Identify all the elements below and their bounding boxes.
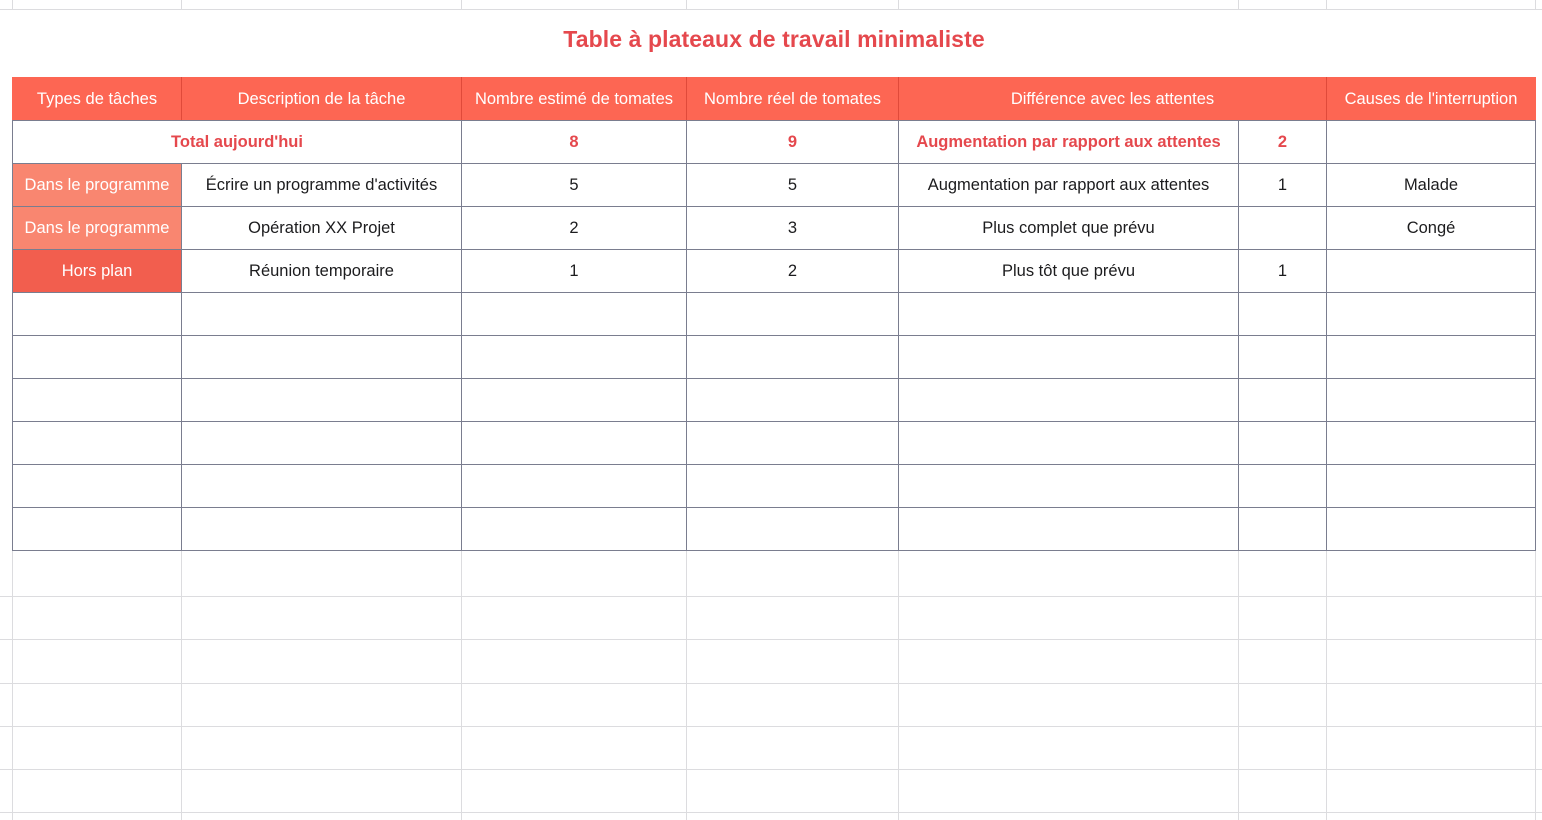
grid-line xyxy=(0,812,1542,813)
actual-count-cell[interactable]: 3 xyxy=(687,207,899,250)
table-row xyxy=(13,164,1536,207)
empty-cell[interactable] xyxy=(899,293,1239,336)
total-label-cell[interactable]: Total aujourd'hui xyxy=(13,121,462,164)
empty-cell[interactable] xyxy=(899,336,1239,379)
empty-cell[interactable] xyxy=(462,508,687,551)
difference-value-cell[interactable] xyxy=(1239,207,1327,250)
empty-cell[interactable] xyxy=(899,422,1239,465)
task-type-cell[interactable]: Hors plan xyxy=(13,250,182,293)
sheet-title: Table à plateaux de travail minimaliste xyxy=(563,26,985,52)
empty-cell[interactable] xyxy=(1239,465,1327,508)
empty-cell[interactable] xyxy=(687,336,899,379)
difference-cell[interactable]: Plus complet que prévu xyxy=(899,207,1239,250)
table-row xyxy=(13,250,1536,293)
empty-cell[interactable] xyxy=(1327,336,1536,379)
empty-cell[interactable] xyxy=(687,465,899,508)
empty-cell[interactable] xyxy=(462,422,687,465)
table-row xyxy=(13,207,1536,250)
empty-cell[interactable] xyxy=(182,465,462,508)
total-causes-cell[interactable] xyxy=(1327,121,1536,164)
empty-row xyxy=(13,422,1536,465)
estimated-count-cell[interactable]: 2 xyxy=(462,207,687,250)
grid-line xyxy=(0,639,1542,640)
empty-row xyxy=(13,508,1536,551)
empty-cell[interactable] xyxy=(1327,422,1536,465)
empty-cell[interactable] xyxy=(1239,508,1327,551)
empty-row xyxy=(13,379,1536,422)
empty-cell[interactable] xyxy=(462,336,687,379)
empty-cell[interactable] xyxy=(182,293,462,336)
header-cell-estimated[interactable]: Nombre estimé de tomates xyxy=(462,78,687,121)
empty-cell[interactable] xyxy=(13,422,182,465)
empty-cell[interactable] xyxy=(182,336,462,379)
total-estimated-cell[interactable]: 8 xyxy=(462,121,687,164)
empty-cell[interactable] xyxy=(13,465,182,508)
empty-cell[interactable] xyxy=(687,379,899,422)
total-actual-cell[interactable]: 9 xyxy=(687,121,899,164)
task-description-cell[interactable]: Écrire un programme d'activités xyxy=(182,164,462,207)
empty-cell[interactable] xyxy=(899,379,1239,422)
difference-cell[interactable]: Augmentation par rapport aux attentes xyxy=(899,164,1239,207)
header-cell-causes[interactable]: Causes de l'interruption xyxy=(1327,78,1536,121)
empty-cell[interactable] xyxy=(13,336,182,379)
empty-cell[interactable] xyxy=(182,379,462,422)
grid-line xyxy=(0,726,1542,727)
empty-cell[interactable] xyxy=(687,293,899,336)
empty-cell[interactable] xyxy=(462,293,687,336)
total-difference-cell[interactable]: Augmentation par rapport aux attentes xyxy=(899,121,1239,164)
empty-cell[interactable] xyxy=(462,379,687,422)
empty-cell[interactable] xyxy=(1327,293,1536,336)
estimated-count-cell[interactable]: 5 xyxy=(462,164,687,207)
difference-value-cell[interactable]: 1 xyxy=(1239,164,1327,207)
total-difference-value-cell[interactable]: 2 xyxy=(1239,121,1327,164)
empty-row xyxy=(13,293,1536,336)
empty-row xyxy=(13,336,1536,379)
interruption-cause-cell[interactable] xyxy=(1327,250,1536,293)
empty-cell[interactable] xyxy=(13,379,182,422)
empty-row xyxy=(13,465,1536,508)
empty-cell[interactable] xyxy=(899,465,1239,508)
empty-cell[interactable] xyxy=(687,422,899,465)
empty-cell[interactable] xyxy=(182,508,462,551)
difference-value-cell[interactable]: 1 xyxy=(1239,250,1327,293)
empty-cell[interactable] xyxy=(182,422,462,465)
task-table xyxy=(12,77,1536,551)
header-row xyxy=(13,78,1536,121)
empty-cell[interactable] xyxy=(1327,508,1536,551)
empty-cell[interactable] xyxy=(1327,465,1536,508)
grid-line xyxy=(0,683,1542,684)
actual-count-cell[interactable]: 2 xyxy=(687,250,899,293)
task-type-cell[interactable]: Dans le programme xyxy=(13,164,182,207)
interruption-cause-cell[interactable]: Malade xyxy=(1327,164,1536,207)
empty-cell[interactable] xyxy=(1239,379,1327,422)
task-type-cell[interactable]: Dans le programme xyxy=(13,207,182,250)
empty-cell[interactable] xyxy=(1239,336,1327,379)
task-description-cell[interactable]: Opération XX Projet xyxy=(182,207,462,250)
empty-cell[interactable] xyxy=(899,508,1239,551)
grid-line xyxy=(0,769,1542,770)
header-cell-actual[interactable]: Nombre réel de tomates xyxy=(687,78,899,121)
actual-count-cell[interactable]: 5 xyxy=(687,164,899,207)
interruption-cause-cell[interactable]: Congé xyxy=(1327,207,1536,250)
difference-cell[interactable]: Plus tôt que prévu xyxy=(899,250,1239,293)
grid-line xyxy=(0,596,1542,597)
empty-cell[interactable] xyxy=(1239,422,1327,465)
header-cell-type[interactable]: Types de tâches xyxy=(13,78,182,121)
task-description-cell[interactable]: Réunion temporaire xyxy=(182,250,462,293)
header-cell-description[interactable]: Description de la tâche xyxy=(182,78,462,121)
empty-cell[interactable] xyxy=(13,508,182,551)
empty-cell[interactable] xyxy=(1239,293,1327,336)
empty-cell[interactable] xyxy=(13,293,182,336)
empty-cell[interactable] xyxy=(1327,379,1536,422)
header-cell-difference[interactable]: Différence avec les attentes xyxy=(899,78,1327,121)
empty-cell[interactable] xyxy=(687,508,899,551)
total-row xyxy=(13,121,1536,164)
empty-cell[interactable] xyxy=(462,465,687,508)
estimated-count-cell[interactable]: 1 xyxy=(462,250,687,293)
